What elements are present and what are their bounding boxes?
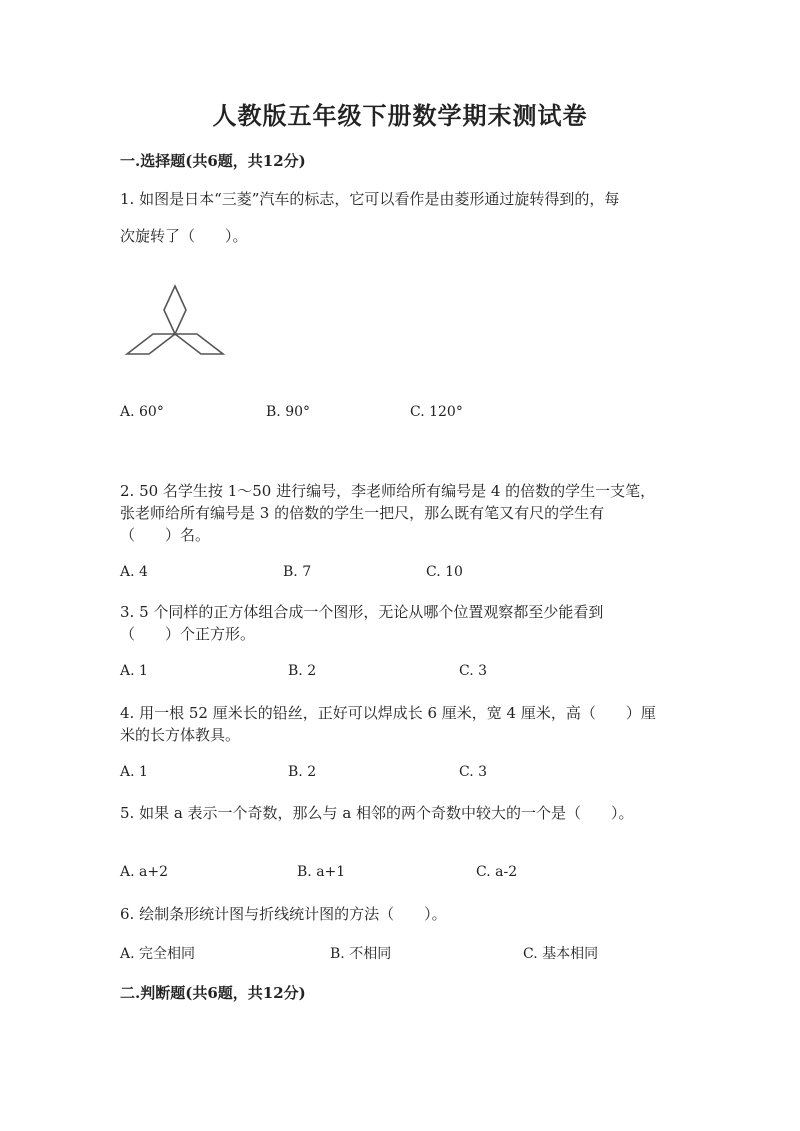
question-4-option-c[interactable]: C. 3: [459, 764, 488, 780]
question-2-option-a[interactable]: A. 4: [120, 564, 148, 580]
question-1-line-2: 次旋转了（ ）。: [120, 227, 248, 245]
question-1-line-1: 1. 如图是日本“三菱”汽车的标志，它可以看作是由菱形通过旋转得到的，每: [120, 190, 620, 208]
question-2-line-3: （ ）名。: [120, 526, 211, 544]
rhombus-left: [127, 334, 175, 354]
mitsubishi-logo-figure: [120, 282, 230, 360]
question-3-line-1: 3. 5 个同样的正方体组合成一个图形，无论从哪个位置观察都至少能看到: [120, 603, 604, 621]
rhombus-right: [175, 334, 223, 354]
question-5-option-c[interactable]: C. a-2: [476, 864, 518, 880]
question-2-option-b[interactable]: B. 7: [283, 564, 312, 580]
question-3-option-a[interactable]: A. 1: [120, 663, 148, 679]
question-2-line-1: 2. 50 名学生按 1～50 进行编号，李老师给所有编号是 4 的倍数的学生一支笔，: [120, 482, 656, 500]
rhombus-top: [164, 286, 186, 334]
question-1-option-c[interactable]: C. 120°: [410, 404, 463, 420]
question-5-option-a[interactable]: A. a+2: [120, 864, 168, 880]
question-2-option-c[interactable]: C. 10: [426, 564, 463, 580]
question-4-line-1: 4. 用一根 52 厘米长的铅丝，正好可以焊成长 6 厘米，宽 4 厘米，高（ ）厘: [120, 704, 656, 722]
question-4-line-2: 米的长方体教具。: [120, 726, 241, 744]
question-6-line-1: 6. 绘制条形统计图与折线统计图的方法（ ）。: [120, 905, 447, 923]
question-3-line-2: （ ）个正方形。: [120, 625, 256, 643]
question-3-option-c[interactable]: C. 3: [459, 663, 488, 679]
question-5-option-b[interactable]: B. a+1: [297, 864, 346, 880]
question-4-option-b[interactable]: B. 2: [288, 764, 317, 780]
question-5-line-1: 5. 如果 a 表示一个奇数，那么与 a 相邻的两个奇数中较大的一个是（ ）。: [120, 804, 634, 822]
question-6-option-c[interactable]: C. 基本相同: [523, 946, 599, 962]
section-heading-choice: 一.选择题(共6题，共12分): [120, 152, 306, 170]
question-6-option-b[interactable]: B. 不相同: [330, 946, 392, 962]
section-heading-judgment: 二.判断题(共6题，共12分): [120, 984, 306, 1002]
question-1-option-a[interactable]: A. 60°: [120, 404, 164, 420]
question-4-option-a[interactable]: A. 1: [120, 764, 148, 780]
question-2-line-2: 张老师给所有编号是 3 的倍数的学生一把尺，那么既有笔又有尺的学生有: [120, 504, 605, 522]
page-title: 人教版五年级下册数学期末测试卷: [212, 101, 588, 130]
question-1-option-b[interactable]: B. 90°: [266, 404, 311, 420]
question-3-option-b[interactable]: B. 2: [288, 663, 317, 679]
question-6-option-a[interactable]: A. 完全相同: [120, 946, 196, 962]
